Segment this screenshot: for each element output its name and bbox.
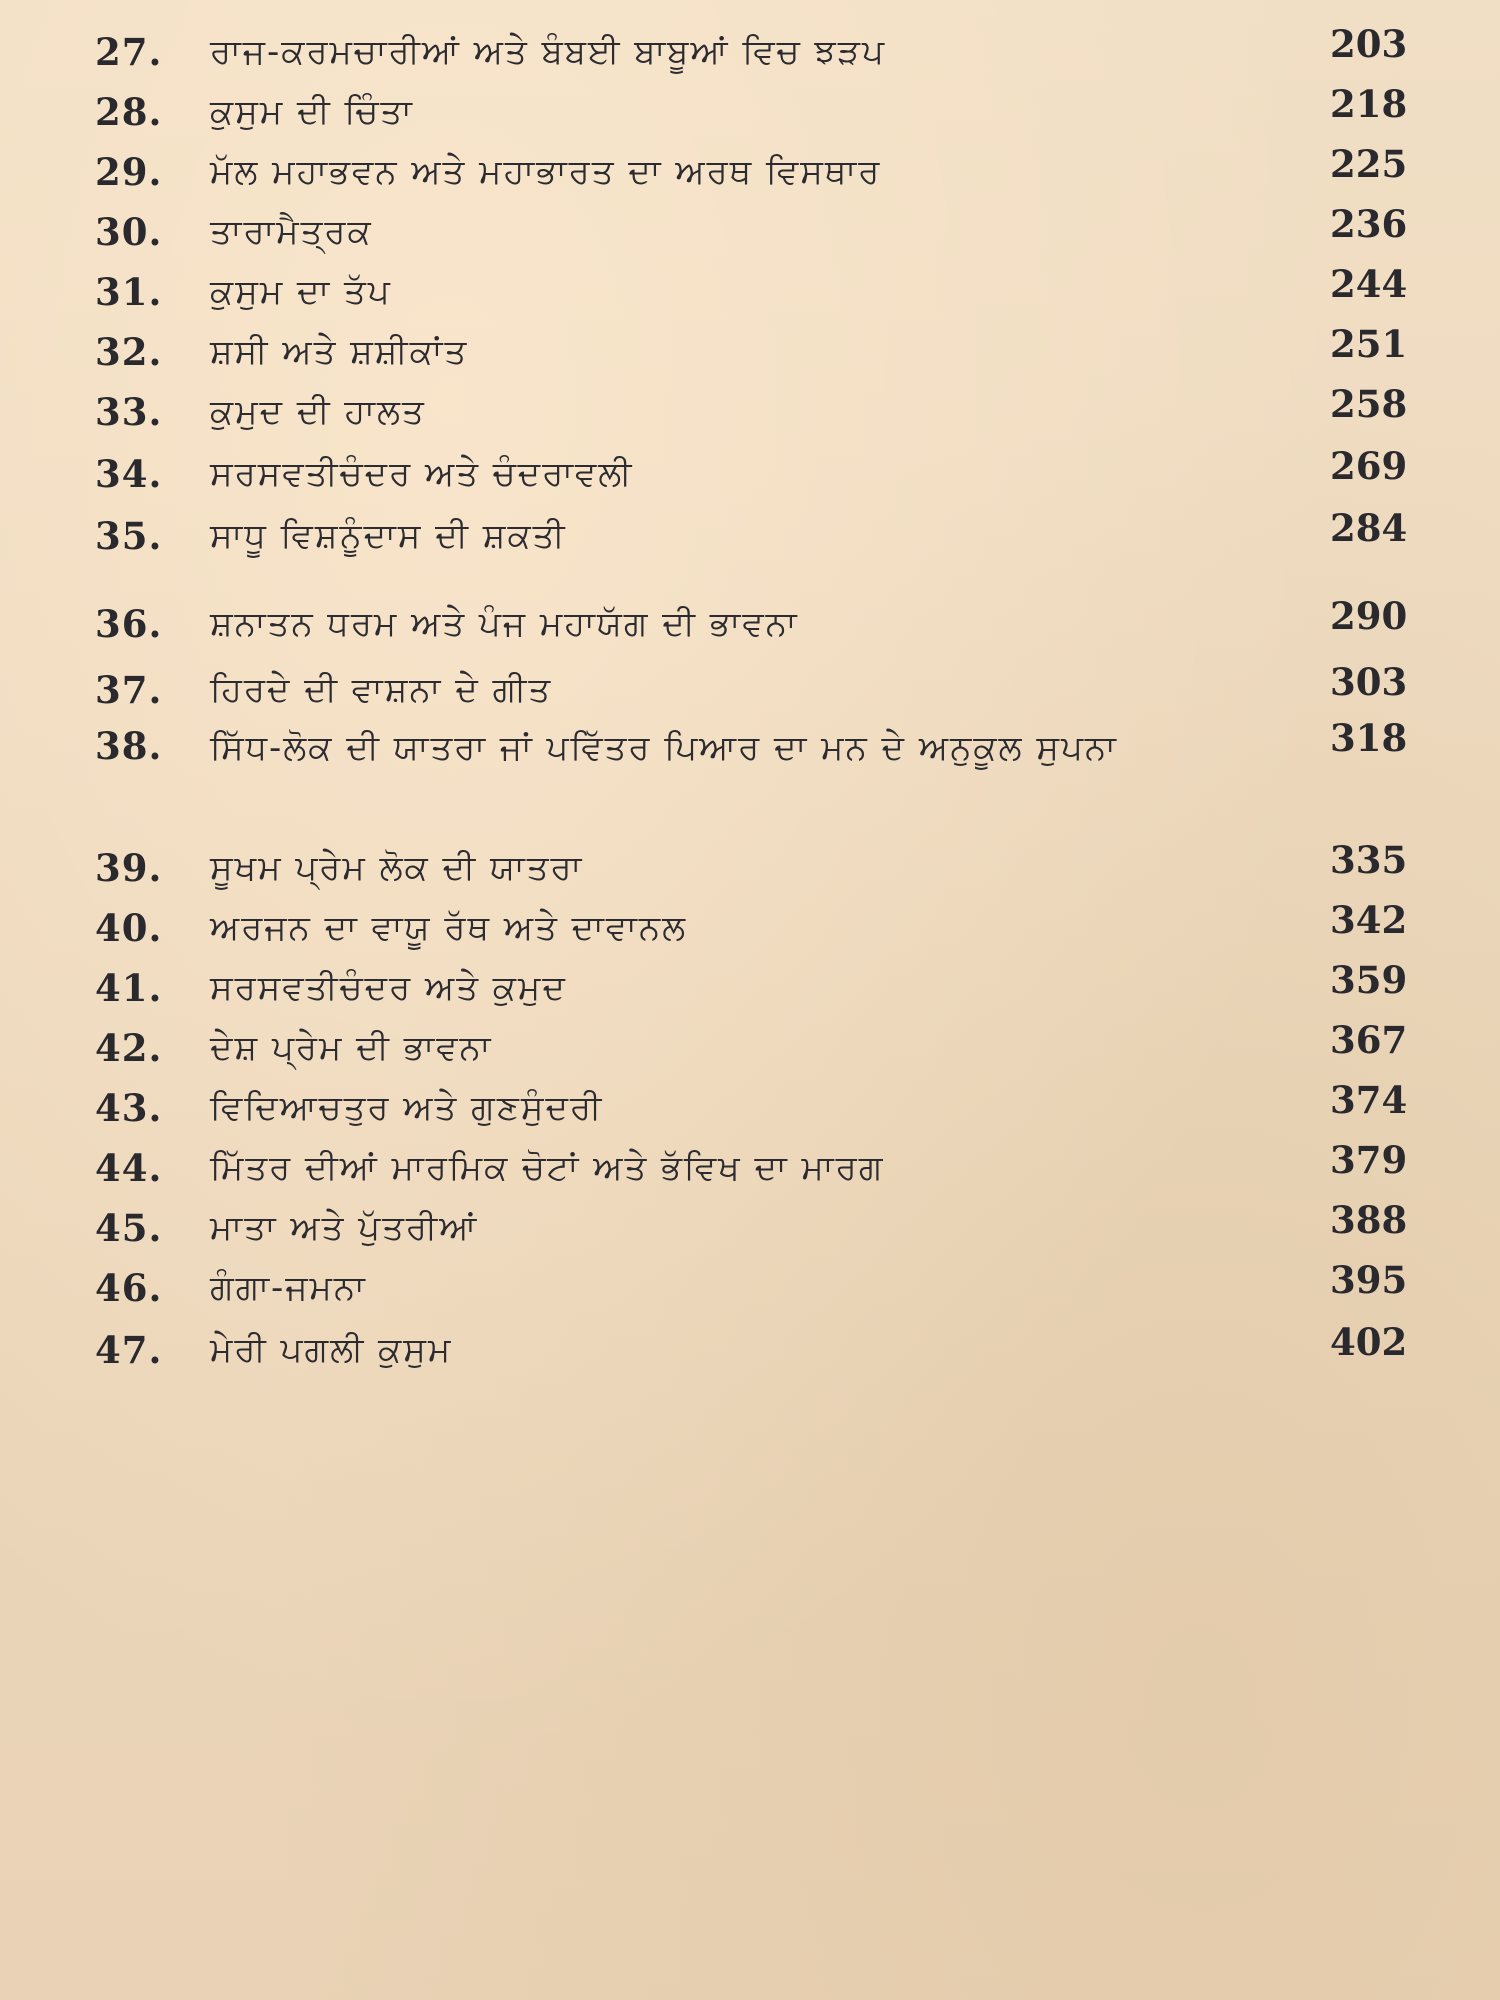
entry-page-number: 258 bbox=[1330, 382, 1408, 426]
entry-number: 35. bbox=[95, 514, 163, 558]
entry-page-number: 225 bbox=[1330, 142, 1408, 186]
entry-number: 45. bbox=[95, 1206, 163, 1250]
toc-entry-28 bbox=[0, 82, 1500, 142]
entry-number: 47. bbox=[95, 1328, 163, 1372]
toc-entry-34 bbox=[0, 444, 1500, 504]
toc-entry-42 bbox=[0, 1018, 1500, 1078]
entry-title: ਸਰਸਵਤੀਚੰਦਰ ਅਤੇ ਕੁਮੁਦ bbox=[210, 968, 567, 1008]
entry-number: 37. bbox=[95, 668, 163, 712]
entry-title: ਸਰਸਵਤੀਚੰਦਰ ਅਤੇ ਚੰਦਰਾਵਲੀ bbox=[210, 454, 634, 494]
entry-page-number: 203 bbox=[1330, 22, 1408, 66]
entry-number: 39. bbox=[95, 846, 163, 890]
toc-entry-32 bbox=[0, 322, 1500, 382]
toc-entry-47 bbox=[0, 1320, 1500, 1380]
entry-title: ਸ਼ਨਾਤਨ ਧਰਮ ਅਤੇ ਪੰਜ ਮਹਾਯੱਗ ਦੀ ਭਾਵਨਾ bbox=[210, 604, 799, 644]
entry-page-number: 244 bbox=[1330, 262, 1408, 306]
toc-entry-29 bbox=[0, 142, 1500, 202]
entry-number: 41. bbox=[95, 966, 163, 1010]
toc-entry-37 bbox=[0, 660, 1500, 720]
entry-page-number: 335 bbox=[1330, 838, 1408, 882]
toc-entry-44 bbox=[0, 1138, 1500, 1198]
entry-title: ਮਿੱਤਰ ਦੀਆਂ ਮਾਰਮਿਕ ਚੋਟਾਂ ਅਤੇ ਭੱਵਿਖ ਦਾ ਮਾਰਗ bbox=[210, 1148, 885, 1188]
toc-entry-38 bbox=[0, 716, 1500, 840]
toc-entry-43 bbox=[0, 1078, 1500, 1138]
entry-page-number: 218 bbox=[1330, 82, 1408, 126]
toc-entry-30 bbox=[0, 202, 1500, 262]
entry-title: ਗੰਗਾ-ਜਮਨਾ bbox=[210, 1268, 367, 1308]
entry-title: ਰਾਜ-ਕਰਮਚਾਰੀਆਂ ਅਤੇ ਬੰਬਈ ਬਾਬੂਆਂ ਵਿਚ ਝੜਪ bbox=[210, 32, 886, 72]
toc-entry-35 bbox=[0, 506, 1500, 566]
toc-entry-45 bbox=[0, 1198, 1500, 1258]
entry-page-number: 251 bbox=[1330, 322, 1408, 366]
entry-title: ਹਿਰਦੇ ਦੀ ਵਾਸ਼ਨਾ ਦੇ ਗੀਤ bbox=[210, 670, 553, 710]
entry-number: 29. bbox=[95, 150, 163, 194]
toc-entry-40 bbox=[0, 898, 1500, 958]
toc-entry-31 bbox=[0, 262, 1500, 322]
entry-page-number: 374 bbox=[1330, 1078, 1408, 1122]
entry-page-number: 402 bbox=[1330, 1320, 1408, 1364]
entry-page-number: 379 bbox=[1330, 1138, 1408, 1182]
toc-entry-39 bbox=[0, 838, 1500, 898]
entry-number: 33. bbox=[95, 390, 163, 434]
entry-title: ਸੂਖਮ ਪ੍ਰੇਮ ਲੋਕ ਦੀ ਯਾਤਰਾ bbox=[210, 848, 584, 888]
entry-title: ਸ਼ਸੀ ਅਤੇ ਸ਼ਸ਼ੀਕਾਂਤ bbox=[210, 332, 469, 372]
entry-number: 27. bbox=[95, 30, 163, 74]
entry-title: ਕੁਮੁਦ ਦੀ ਹਾਲਤ bbox=[210, 392, 426, 432]
entry-title: ਮੇਰੀ ਪਗਲੀ ਕੁਸੁਮ bbox=[210, 1330, 453, 1370]
entry-number: 46. bbox=[95, 1266, 163, 1310]
entry-title: ਕੁਸੁਮ ਦੀ ਚਿੰਤਾ bbox=[210, 92, 414, 132]
entry-number: 38. bbox=[95, 724, 163, 768]
entry-title: ਕੁਸੁਮ ਦਾ ਤੱਪ bbox=[210, 272, 392, 312]
entry-number: 28. bbox=[95, 90, 163, 134]
toc-entry-41 bbox=[0, 958, 1500, 1018]
entry-number: 40. bbox=[95, 906, 163, 950]
entry-title: ਸਾਧੂ ਵਿਸ਼ਨੂੰਦਾਸ ਦੀ ਸ਼ਕਤੀ bbox=[210, 516, 567, 556]
entry-number: 43. bbox=[95, 1086, 163, 1130]
entry-page-number: 284 bbox=[1330, 506, 1408, 550]
entry-title: ਵਿਦਿਆਚਤੁਰ ਅਤੇ ਗੁਣਸੁੰਦਰੀ bbox=[210, 1088, 604, 1128]
entry-number: 44. bbox=[95, 1146, 163, 1190]
entry-page-number: 388 bbox=[1330, 1198, 1408, 1242]
entry-page-number: 395 bbox=[1330, 1258, 1408, 1302]
entry-number: 30. bbox=[95, 210, 163, 254]
entry-page-number: 359 bbox=[1330, 958, 1408, 1002]
entry-number: 34. bbox=[95, 452, 163, 496]
entry-title: ਦੇਸ਼ ਪ੍ਰੇਮ ਦੀ ਭਾਵਨਾ bbox=[210, 1028, 493, 1068]
entry-page-number: 318 bbox=[1330, 716, 1408, 760]
entry-number: 36. bbox=[95, 602, 163, 646]
toc-entry-36 bbox=[0, 594, 1500, 654]
entry-page-number: 290 bbox=[1330, 594, 1408, 638]
entry-page-number: 342 bbox=[1330, 898, 1408, 942]
entry-number: 32. bbox=[95, 330, 163, 374]
toc-entry-46 bbox=[0, 1258, 1500, 1318]
entry-title: ਸਿੱਧ-ਲੋਕ ਦੀ ਯਾਤਰਾ ਜਾਂ ਪਵਿੱਤਰ ਪਿਆਰ ਦਾ ਮਨ ਦੇ ਅਨੁਕੂਲ ਸੁਪਨਾ bbox=[210, 728, 1118, 768]
toc-entry-27 bbox=[0, 22, 1500, 82]
entry-title: ਅਰਜਨ ਦਾ ਵਾਯੂ ਰੱਥ ਅਤੇ ਦਾਵਾਨਲ bbox=[210, 908, 688, 948]
entry-title: ਮੱਲ ਮਹਾਭਵਨ ਅਤੇ ਮਹਾਭਾਰਤ ਦਾ ਅਰਥ ਵਿਸਥਾਰ bbox=[210, 152, 882, 192]
entry-page-number: 367 bbox=[1330, 1018, 1408, 1062]
toc-entry-33 bbox=[0, 382, 1500, 442]
entry-page-number: 303 bbox=[1330, 660, 1408, 704]
entry-title: ਮਾਤਾ ਅਤੇ ਪੁੱਤਰੀਆਂ bbox=[210, 1208, 479, 1248]
entry-title: ਤਾਰਾਮੈਤ੍ਰਕ bbox=[210, 212, 373, 252]
entry-number: 42. bbox=[95, 1026, 163, 1070]
entry-page-number: 236 bbox=[1330, 202, 1408, 246]
entry-page-number: 269 bbox=[1330, 444, 1408, 488]
entry-number: 31. bbox=[95, 270, 163, 314]
